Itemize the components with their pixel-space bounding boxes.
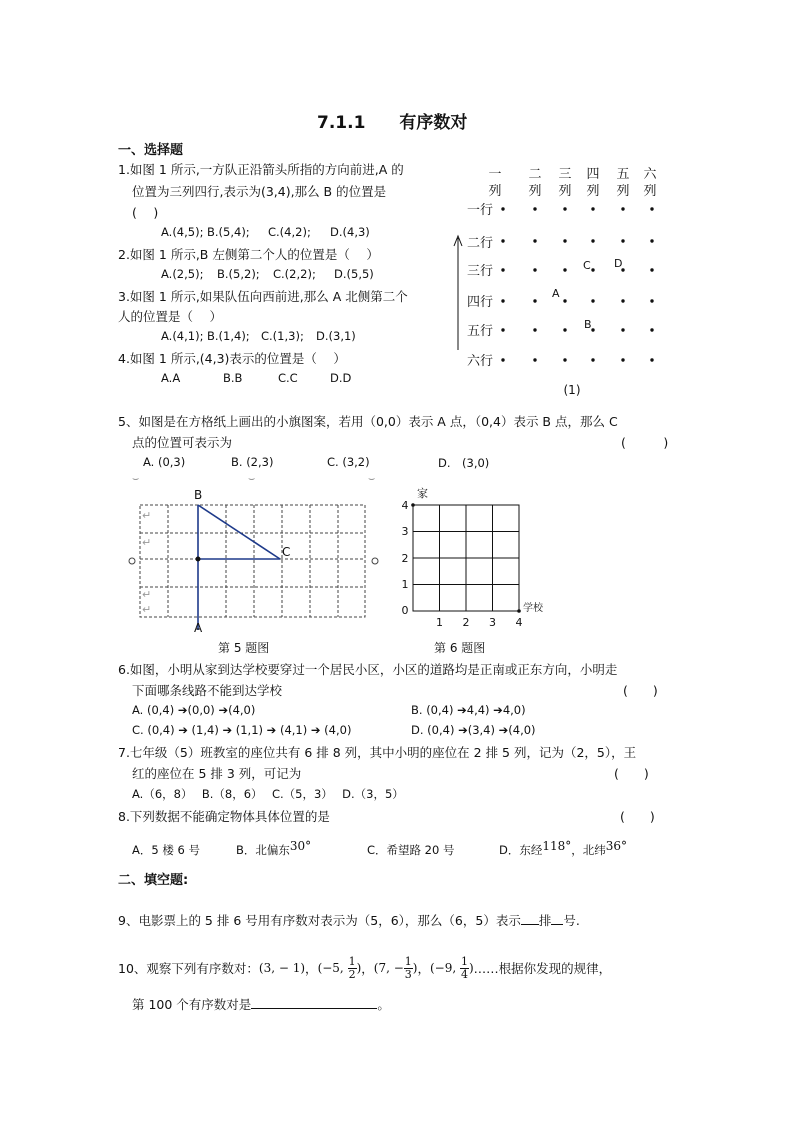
svg-text:⌣: ⌣ xyxy=(248,472,256,485)
q8-option-c: C．希望路 20 号 xyxy=(367,843,455,857)
q3-option-b: B.(1,4); xyxy=(207,329,250,343)
row-label-4: 四行 xyxy=(467,295,494,310)
formation-dot-r6-c6 xyxy=(650,358,653,361)
q10-answer-blank[interactable] xyxy=(251,996,377,1009)
q4-option-a: A.A xyxy=(161,371,181,385)
formation-dot-r2-c2 xyxy=(533,239,536,242)
col-label-1-bottom: 列 xyxy=(488,184,502,199)
q10-pair-4-num: 1 xyxy=(460,954,468,968)
q8-answer-paren: ( ) xyxy=(620,809,655,824)
formation-dot-r1-c5 xyxy=(621,207,624,210)
q10-pair-4-fraction xyxy=(460,956,469,981)
q8-option-b-degree: 30° xyxy=(289,839,312,853)
point-c-label: C xyxy=(583,259,591,272)
q10-pair-3-fraction xyxy=(404,956,413,981)
col-label-4-bottom: 列 xyxy=(586,184,600,199)
svg-text:↵: ↵ xyxy=(142,588,152,601)
q2-option-c: C.(2,2); xyxy=(273,267,316,281)
formation-dot-r4-c4 xyxy=(591,299,594,302)
q10-pair-2-start: (−5, xyxy=(317,960,348,975)
q10-pair-4-start: (−9, xyxy=(429,960,460,975)
q8-option-d-deg1: 118° xyxy=(542,839,572,853)
right-handle-circle xyxy=(372,558,378,564)
q10-pair-3-den: 3 xyxy=(404,967,412,981)
q4-line1: 4.如图 1 所示,(4,3)表示的位置是（ ） xyxy=(118,351,346,366)
q7-answer-paren: ( ) xyxy=(614,766,649,781)
q10-pair-2-num: 1 xyxy=(348,954,356,968)
svg-text:⌣: ⌣ xyxy=(368,472,376,485)
q10-post: ……根据你发现的规律， xyxy=(473,961,612,976)
formation-dot-r2-c1 xyxy=(501,239,504,242)
q5-line2: 点的位置可表示为 xyxy=(132,435,233,450)
formation-dot-r4-c5 xyxy=(621,299,624,302)
figure-1-caption: (1) xyxy=(563,383,581,397)
q3-option-d: D.(3,1) xyxy=(316,329,356,343)
q6-option-a: A. (0,4) ➔(0,0) ➔(4,0) xyxy=(132,703,256,717)
row-label-1: 一行 xyxy=(467,203,494,218)
formation-dot-r6-c1 xyxy=(501,358,504,361)
formation-dot-r6-c2 xyxy=(533,358,536,361)
q9-row-blank[interactable] xyxy=(521,912,539,925)
formation-dot-r2-c3 xyxy=(563,239,566,242)
formation-dot-r5-c2 xyxy=(533,328,536,331)
formation-dot-r2-c4 xyxy=(591,239,594,242)
q6-line1: 6.如图，小明从家到达学校要穿过一个居民小区，小区的道路均是正南或正东方向，小明走 xyxy=(118,662,618,677)
q9-mid: 排 xyxy=(538,913,552,928)
formation-dot-r3-c3 xyxy=(563,268,566,271)
formation-dot-r6-c3 xyxy=(563,358,566,361)
formation-dot-r3-c1 xyxy=(501,268,504,271)
label-a: A xyxy=(194,621,203,635)
q1-option-d: D.(4,3) xyxy=(330,225,370,239)
formation-dot-r6-c5 xyxy=(621,358,624,361)
q10-sep-3: ， xyxy=(417,961,430,976)
col-label-5-bottom: 列 xyxy=(616,184,630,199)
x-tick-3: 3 xyxy=(489,616,496,629)
formation-dot-r1-c6 xyxy=(650,207,653,210)
q1-line2: 位置为三列四行,表示为(3,4),那么 B 的位置是 xyxy=(132,184,387,199)
y-tick-2: 2 xyxy=(401,552,409,565)
svg-text:↵: ↵ xyxy=(142,509,152,522)
q8-option-a: A．5 楼 6 号 xyxy=(132,843,200,857)
point-d-label: D xyxy=(614,257,623,270)
q5-option-d: D. (3,0) xyxy=(438,456,490,470)
q4-option-b: B.B xyxy=(223,371,243,385)
q10-sep-1: ， xyxy=(305,961,318,976)
formation-dot-r1-c2 xyxy=(533,207,536,210)
q4-option-d: D.D xyxy=(330,371,352,385)
label-b: B xyxy=(194,488,203,502)
q7-options: A.（6，8） B.（8，6） C.（5，3） D.（3，5） xyxy=(132,787,404,801)
point-a-origin-marker xyxy=(196,557,201,562)
q7-line2: 红的座位在 5 排 3 列，可记为 xyxy=(132,766,302,781)
q10-pair-2-den: 2 xyxy=(348,967,356,981)
q10-pre: 10、观察下列有序数对： xyxy=(118,961,259,976)
q8-line1: 8.下列数据不能确定物体具体位置的是 xyxy=(118,809,330,824)
section-fill-heading: 二、填空题: xyxy=(118,873,189,888)
q4-option-c: C.C xyxy=(278,371,298,385)
row-label-6: 六行 xyxy=(467,354,494,369)
q9-text xyxy=(118,911,580,929)
home-label: 家 xyxy=(417,487,428,500)
col-label-1-top: 一 xyxy=(488,167,502,182)
formation-dot-r5-c6 xyxy=(650,328,653,331)
label-c: C xyxy=(282,545,291,559)
left-handle-circle xyxy=(129,558,135,564)
q6-answer-paren: ( ) xyxy=(623,683,658,698)
q10-pair-2-fraction xyxy=(348,956,357,981)
figure-6-route-grid xyxy=(395,483,555,658)
row-label-5: 五行 xyxy=(467,324,494,339)
col-label-3-top: 三 xyxy=(558,167,572,182)
formation-dot-r5-c4 xyxy=(591,328,594,331)
q3-option-a: A.(4,1); xyxy=(161,329,204,343)
origin-tick: 0 xyxy=(401,604,409,617)
q9-pre: 9、电影票上的 5 排 6 号用有序数对表示为（5，6），那么（6，5）表示 xyxy=(118,913,521,928)
col-label-6-top: 六 xyxy=(643,167,657,182)
q1-option-c: C.(4,2); xyxy=(268,225,311,239)
section-choice-heading: 一、选择题 xyxy=(118,143,184,158)
formation-dot-r4-c2 xyxy=(533,299,536,302)
q10-line2 xyxy=(132,995,390,1013)
formation-dot-r1-c1 xyxy=(501,207,504,210)
q8-option-d-deg2: 36° xyxy=(605,839,628,853)
row-label-2: 二行 xyxy=(467,236,494,251)
q6-option-b: B. (0,4) ➔4,4) ➔4,0) xyxy=(411,703,526,717)
q6-option-d: D. (0,4) ➔(3,4) ➔(4,0) xyxy=(411,723,536,737)
point-a-label: A xyxy=(552,287,560,300)
q10-pair-3: (7, − $\frac{1}{3}$ ) xyxy=(373,954,418,981)
school-label: 学校 xyxy=(523,603,543,614)
col-label-2-bottom: 列 xyxy=(528,184,542,199)
q10-line2-text: 第 100 个有序数对是 xyxy=(132,997,252,1012)
q6-option-c: C. (0,4) ➔ (1,4) ➔ (1,1) ➔ (4,1) ➔ (4,0) xyxy=(132,723,352,737)
q5-line1: 5、如图是在方格纸上画出的小旗图案，若用（0,0）表示 A 点，（0,4）表示 B 点，那么 C xyxy=(118,414,618,429)
svg-text:↵: ↵ xyxy=(142,603,152,616)
q2-option-d: D.(5,5) xyxy=(334,267,374,281)
q3-line2: 人的位置是（ ） xyxy=(118,309,222,324)
col-label-2-top: 二 xyxy=(528,167,542,182)
q10-sep-2: ， xyxy=(361,961,374,976)
figure-6-caption: 第 6 题图 xyxy=(434,641,486,655)
formation-dot-r4-c1 xyxy=(501,299,504,302)
q8-option-b xyxy=(236,839,312,858)
q1-line3: ( ) xyxy=(132,205,159,220)
figure-5-caption: 第 5 题图 xyxy=(218,641,270,655)
formation-dot-r5-c3 xyxy=(563,328,566,331)
formation-dot-r5-c5 xyxy=(621,328,624,331)
col-label-3-bottom: 列 xyxy=(558,184,572,199)
q5-option-b: B. (2,3) xyxy=(231,455,274,469)
q2-line1: 2.如图 1 所示,B 左侧第二个人的位置是（ ） xyxy=(118,247,379,262)
formation-dot-r4-c3 xyxy=(563,299,566,302)
q8-option-d-text: D．东经 xyxy=(499,843,543,857)
q8-option-d xyxy=(499,839,628,858)
q9-seat-blank[interactable] xyxy=(551,912,563,925)
formation-dot-r6-c4 xyxy=(591,358,594,361)
formation-dot-r2-c6 xyxy=(650,239,653,242)
formation-dot-r3-c6 xyxy=(650,268,653,271)
y-tick-3: 3 xyxy=(401,525,409,538)
formation-dot-r3-c4 xyxy=(591,268,594,271)
x-tick-4: 4 xyxy=(515,616,523,629)
q2-option-a: A.(2,5); xyxy=(161,267,204,281)
school-point xyxy=(517,609,521,613)
q10-pair-4-den: 4 xyxy=(460,967,468,981)
q2-option-b: B.(5,2); xyxy=(217,267,260,281)
formation-dot-r2-c5 xyxy=(621,239,624,242)
svg-text:↵: ↵ xyxy=(142,536,152,549)
q1-line1: 1.如图 1 所示,一方队正沿箭头所指的方向前进,A 的 xyxy=(118,162,404,177)
q8-option-b-text: B．北偏东 xyxy=(236,843,290,857)
q1-option-a: A.(4,5); xyxy=(161,225,204,239)
q10-pair-3-start: (7, − xyxy=(373,960,404,975)
q10-pair-3-num: 1 xyxy=(404,954,412,968)
formation-dot-r1-c4 xyxy=(591,207,594,210)
q3-line1: 3.如图 1 所示,如果队伍向西前进,那么 A 北侧第二个 xyxy=(118,289,408,304)
figure-5-flag xyxy=(120,470,390,660)
page-title: 7.1.1 有序数对 xyxy=(317,113,468,133)
q6-line2: 下面哪条线路不能到达学校 xyxy=(132,683,283,698)
q8-option-d-mid: ，北纬 xyxy=(571,843,606,857)
formation-dot-r5-c1 xyxy=(501,328,504,331)
formation-dot-r3-c2 xyxy=(533,268,536,271)
home-point xyxy=(411,503,415,507)
col-label-5-top: 五 xyxy=(616,167,630,182)
q10-line1 xyxy=(118,950,611,986)
point-b-label: B xyxy=(584,318,592,331)
q10-end: 。 xyxy=(377,997,390,1012)
q7-line1: 7.七年级（5）班教室的座位共有 6 排 8 列，其中小明的座位在 2 排 5 列，记为（2，5），王 xyxy=(118,745,637,760)
q10-pair-4: (−9, $\frac{1}{4}$ ) xyxy=(429,954,474,981)
q10-pair-1: (3, − 1) xyxy=(258,961,306,975)
row-label-3: 三行 xyxy=(467,264,494,279)
q10-pair-2: (−5, $\frac{1}{2}$ ) xyxy=(317,954,362,981)
y-tick-4: 4 xyxy=(401,499,409,512)
formation-dot-r1-c3 xyxy=(563,207,566,210)
q9-post: 号. xyxy=(563,913,580,928)
formation-dots xyxy=(501,207,653,361)
col-label-6-bottom: 列 xyxy=(643,184,657,199)
col-label-4-top: 四 xyxy=(586,167,600,182)
q5-answer-paren: ( ) xyxy=(621,435,669,450)
y-tick-1: 1 xyxy=(401,578,409,591)
figure-1-formation xyxy=(440,160,690,405)
q5-option-a: A. (0,3) xyxy=(143,455,186,469)
formation-dot-r4-c6 xyxy=(650,299,653,302)
q1-option-b: B.(5,4); xyxy=(207,225,250,239)
q5-option-c: C. (3,2) xyxy=(327,455,370,469)
q3-option-c: C.(1,3); xyxy=(261,329,304,343)
x-tick-2: 2 xyxy=(462,616,470,629)
x-tick-1: 1 xyxy=(436,616,443,629)
flag-shape xyxy=(198,505,280,630)
svg-text:⌣: ⌣ xyxy=(132,472,140,485)
